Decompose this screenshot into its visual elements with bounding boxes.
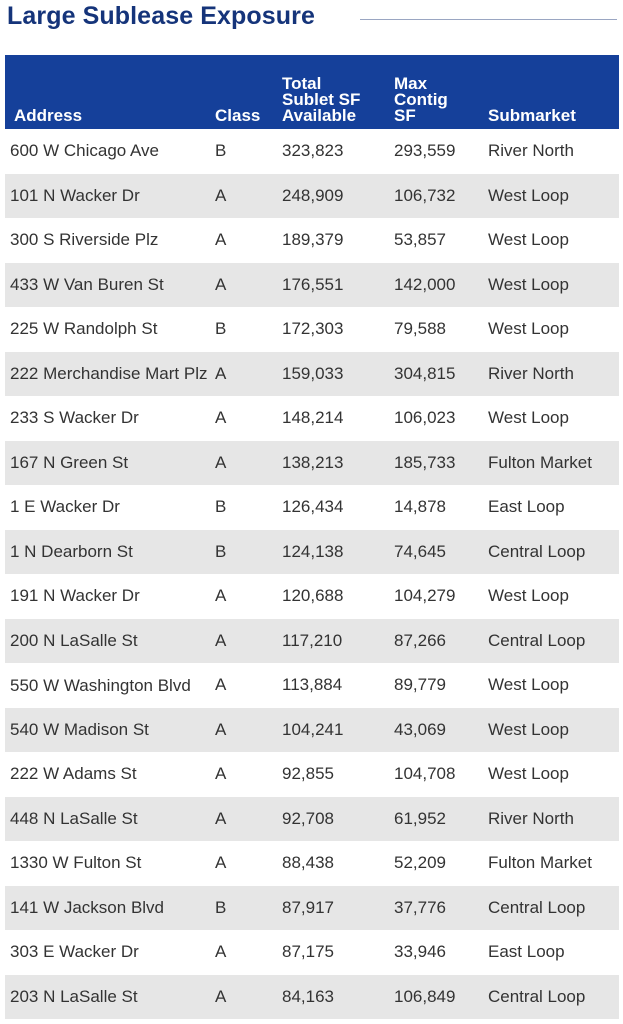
header-total-line-2: Sublet SF (282, 90, 361, 109)
table-row (5, 530, 619, 575)
cell-max-contig: 52,209 (394, 853, 446, 873)
cell-submarket: Central Loop (488, 897, 586, 917)
page-title: Large Sublease Exposure (7, 2, 315, 30)
cell-class: A (215, 230, 227, 250)
cell-max-contig: 304,815 (394, 363, 456, 383)
cell-submarket: West Loop (488, 408, 569, 428)
table-row (5, 574, 619, 619)
table-row (5, 441, 619, 486)
cell-class: A (215, 363, 227, 383)
cell-total-sublet: 92,708 (282, 808, 334, 828)
cell-address: 1 E Wacker Dr (10, 497, 120, 517)
table-row (5, 174, 619, 219)
cell-address: 540 W Madison St (10, 719, 149, 739)
cell-total-sublet: 126,434 (282, 497, 344, 517)
cell-total-sublet: 88,438 (282, 853, 334, 873)
cell-submarket: Fulton Market (488, 452, 592, 472)
cell-total-sublet: 113,884 (282, 675, 343, 695)
cell-class: A (215, 408, 227, 428)
cell-address: 233 S Wacker Dr (10, 408, 139, 428)
cell-max-contig: 106,849 (394, 986, 456, 1006)
cell-total-sublet: 120,688 (282, 586, 344, 606)
cell-max-contig: 89,779 (394, 675, 446, 695)
table-row (5, 485, 619, 530)
cell-max-contig: 53,857 (394, 230, 446, 250)
title-bar (0, 0, 623, 48)
header-total-line-3: Available (282, 106, 357, 125)
cell-max-contig: 33,946 (394, 942, 446, 962)
cell-submarket: River North (488, 141, 574, 161)
cell-submarket: East Loop (488, 497, 565, 517)
table-row (5, 396, 619, 441)
cell-submarket: Central Loop (488, 986, 586, 1006)
cell-submarket: West Loop (488, 230, 569, 250)
cell-submarket: Fulton Market (488, 853, 592, 873)
cell-address: 600 W Chicago Ave (10, 141, 159, 161)
cell-total-sublet: 117,210 (282, 630, 343, 650)
cell-class: A (215, 274, 227, 294)
cell-total-sublet: 176,551 (282, 274, 344, 294)
cell-total-sublet: 92,855 (282, 764, 334, 784)
header-submarket-line: Submarket (488, 106, 576, 125)
header-total-sublet (282, 55, 394, 129)
cell-address: 1 N Dearborn St (10, 541, 133, 561)
cell-total-sublet: 323,823 (282, 141, 344, 161)
cell-class: A (215, 986, 227, 1006)
header-address (5, 55, 213, 129)
cell-submarket: River North (488, 808, 574, 828)
sublease-table (5, 55, 619, 1019)
cell-class: B (215, 541, 227, 561)
table-row (5, 930, 619, 975)
cell-submarket: River North (488, 363, 574, 383)
cell-address: 203 N LaSalle St (10, 986, 138, 1006)
header-class-line: Class (215, 106, 261, 125)
cell-address: 222 W Adams St (10, 764, 137, 784)
table-row (5, 797, 619, 842)
cell-address: 200 N LaSalle St (10, 630, 138, 650)
cell-address: 300 S Riverside Plz (10, 230, 159, 250)
table-header-row (5, 55, 619, 129)
cell-address: 1330 W Fulton St (10, 853, 142, 873)
cell-class: A (215, 185, 227, 205)
cell-address: 550 W Washington Blvd (10, 675, 191, 695)
cell-address: 167 N Green St (10, 452, 129, 472)
cell-total-sublet: 159,033 (282, 363, 344, 383)
cell-total-sublet: 172,303 (282, 319, 344, 339)
cell-class: A (215, 942, 227, 962)
cell-class: B (215, 141, 227, 161)
header-address-line: Address (14, 106, 83, 125)
cell-class: A (215, 630, 227, 650)
cell-class: A (215, 764, 227, 784)
cell-submarket: West Loop (488, 764, 569, 784)
header-max-contig (394, 55, 488, 129)
cell-max-contig: 142,000 (394, 274, 456, 294)
cell-max-contig: 87,266 (394, 630, 446, 650)
cell-total-sublet: 138,213 (282, 452, 344, 472)
table-row (5, 129, 619, 174)
table-row (5, 663, 619, 708)
cell-max-contig: 37,776 (394, 897, 446, 917)
title-divider (360, 19, 617, 20)
header-total-line-1: Total (282, 74, 322, 93)
cell-total-sublet: 124,138 (282, 541, 344, 561)
cell-total-sublet: 104,241 (282, 719, 344, 739)
cell-address: 191 N Wacker Dr (10, 586, 140, 606)
cell-submarket: Central Loop (488, 630, 586, 650)
cell-max-contig: 14,878 (394, 497, 446, 517)
cell-class: A (215, 808, 227, 828)
cell-address: 433 W Van Buren St (10, 274, 164, 294)
cell-address: 303 E Wacker Dr (10, 942, 139, 962)
table-row (5, 752, 619, 797)
table-row (5, 218, 619, 263)
cell-max-contig: 293,559 (394, 141, 456, 161)
cell-max-contig: 61,952 (394, 808, 446, 828)
cell-class: B (215, 497, 227, 517)
cell-max-contig: 74,645 (394, 541, 446, 561)
table-row (5, 263, 619, 308)
header-submarket (488, 55, 619, 129)
cell-class: B (215, 319, 227, 339)
header-max-line-1: Max (394, 74, 428, 93)
cell-class: A (215, 853, 227, 873)
cell-total-sublet: 87,175 (282, 942, 334, 962)
cell-total-sublet: 148,214 (282, 408, 344, 428)
table-row (5, 307, 619, 352)
cell-max-contig: 185,733 (394, 452, 456, 472)
cell-total-sublet: 84,163 (282, 986, 334, 1006)
cell-class: A (215, 586, 227, 606)
cell-submarket: West Loop (488, 319, 569, 339)
cell-max-contig: 106,023 (394, 408, 456, 428)
cell-max-contig: 79,588 (394, 319, 446, 339)
cell-max-contig: 106,732 (394, 185, 456, 205)
cell-total-sublet: 189,379 (282, 230, 344, 250)
cell-submarket: West Loop (488, 185, 569, 205)
cell-address: 101 N Wacker Dr (10, 185, 140, 205)
cell-class: A (215, 719, 227, 739)
cell-class: A (215, 452, 227, 472)
cell-submarket: East Loop (488, 942, 565, 962)
header-max-line-3: SF (394, 106, 416, 125)
cell-address: 225 W Randolph St (10, 319, 158, 339)
table-row (5, 708, 619, 753)
cell-submarket: West Loop (488, 675, 569, 695)
table-row (5, 841, 619, 886)
cell-class: B (215, 897, 227, 917)
cell-address: 448 N LaSalle St (10, 808, 138, 828)
cell-max-contig: 104,279 (394, 586, 456, 606)
table-row (5, 975, 619, 1020)
table-row (5, 619, 619, 664)
cell-max-contig: 104,708 (394, 764, 456, 784)
table-row (5, 886, 619, 931)
cell-total-sublet: 87,917 (282, 897, 334, 917)
cell-submarket: Central Loop (488, 541, 586, 561)
header-max-line-2: Contig (394, 90, 448, 109)
cell-submarket: West Loop (488, 586, 569, 606)
table-row (5, 352, 619, 397)
cell-class: A (215, 675, 227, 695)
header-class (213, 55, 282, 129)
cell-address: 141 W Jackson Blvd (10, 897, 165, 917)
cell-total-sublet: 248,909 (282, 185, 344, 205)
cell-max-contig: 43,069 (394, 719, 446, 739)
cell-address: 222 Merchandise Mart Plz (10, 364, 208, 384)
cell-submarket: West Loop (488, 274, 569, 294)
cell-submarket: West Loop (488, 719, 569, 739)
